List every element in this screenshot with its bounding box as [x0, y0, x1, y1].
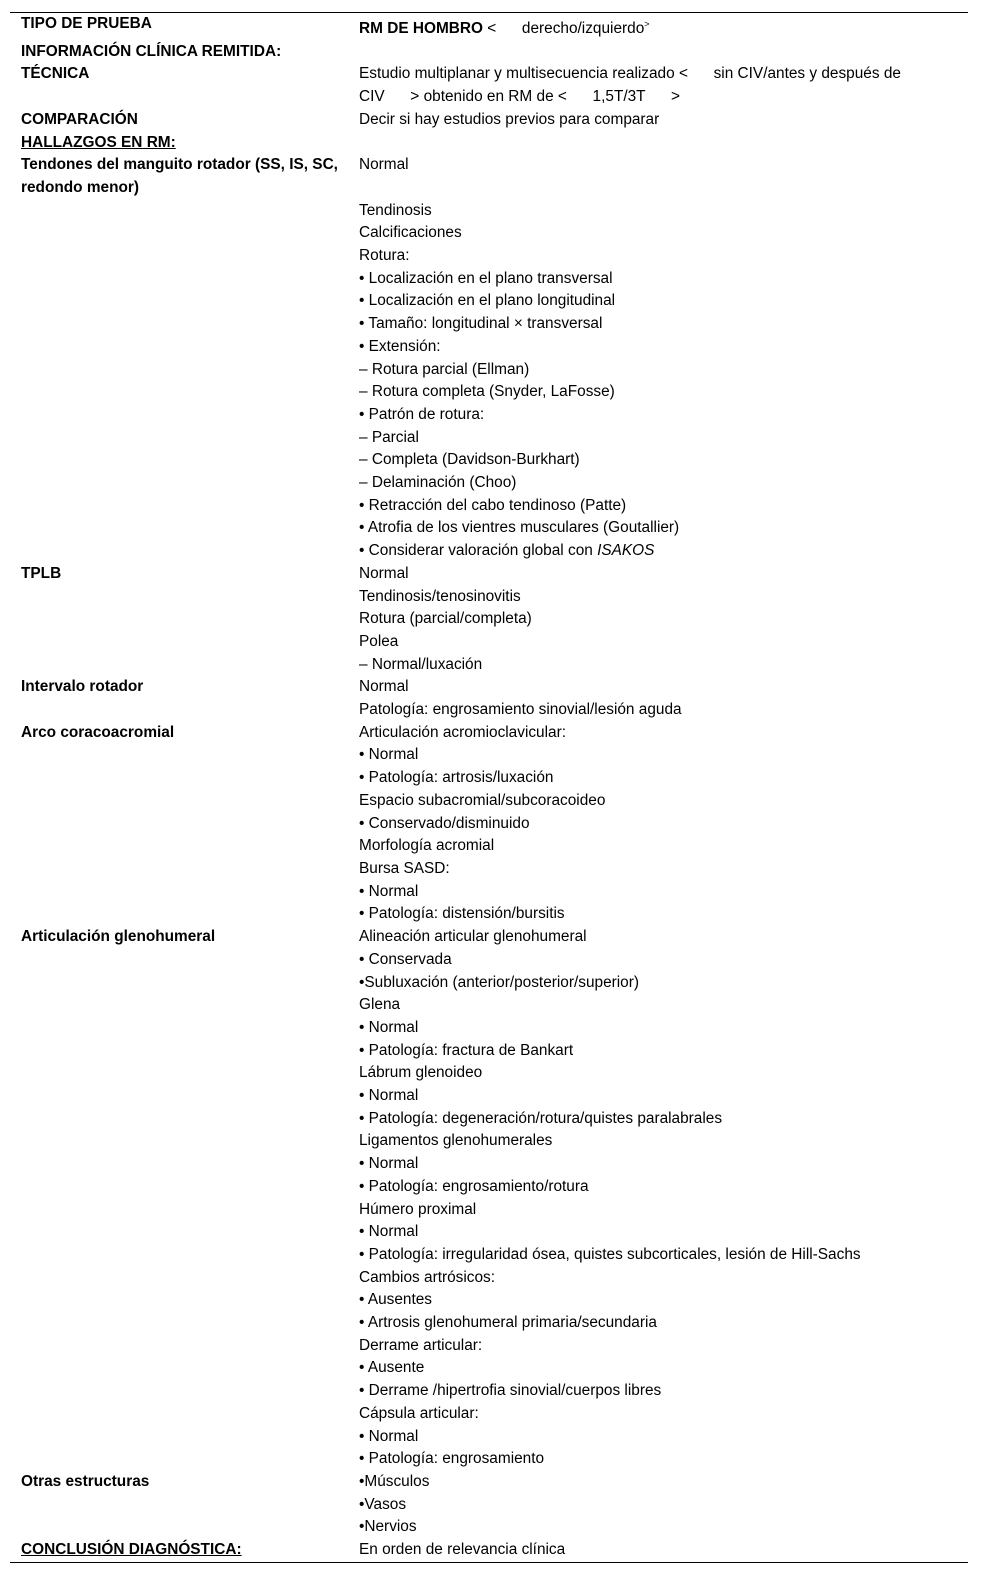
list-item: Tendinosis: [359, 201, 432, 219]
list-item: • Tamaño: longitudinal × transversal: [359, 315, 603, 333]
list-item: – Parcial: [359, 428, 419, 446]
value-arco-coracoacromial: [359, 722, 968, 926]
row-otras-estructuras: [10, 1471, 968, 1539]
list-item: • Retracción del cabo tendinoso (Patte): [359, 496, 627, 514]
list-item: Bursa SASD:: [359, 860, 450, 877]
list-item: • Normal: [359, 1223, 419, 1241]
list-item: • Extensión:: [359, 337, 441, 355]
manguito-items: [359, 200, 948, 541]
manguito-first: Normal: [359, 156, 409, 174]
value-manguito-rotador: [359, 154, 968, 563]
list-item: •Nervios: [359, 1518, 417, 1536]
list-item: • Patrón de rotura:: [359, 405, 485, 423]
value-otras-estructuras: [359, 1471, 968, 1539]
list-item: Glena: [359, 996, 401, 1014]
value-tipo-prueba: [359, 13, 968, 41]
row-tecnica: [10, 63, 968, 108]
list-item: •Músculos: [359, 1472, 430, 1490]
value-info-clinica: [359, 41, 968, 64]
list-item: – Rotura parcial (Ellman): [359, 360, 530, 378]
list-item: • Localización en el plano longitudinal: [359, 292, 616, 310]
list-item: • Normal: [359, 1427, 419, 1445]
list-item: Lábrum glenoideo: [359, 1064, 483, 1082]
list-item: – Normal/luxación: [359, 655, 483, 673]
report-template-table: [10, 12, 968, 1563]
row-tplb: [10, 563, 968, 677]
list-item: Húmero proximal: [359, 1200, 477, 1218]
list-item: Calcificaciones: [359, 224, 462, 242]
label-tplb: TPLB: [21, 564, 62, 582]
label-comparacion: COMPARACIÓN: [21, 110, 138, 128]
list-item: • Patología: distensión/bursitis: [359, 905, 565, 923]
label-tipo-prueba: TIPO DE PRUEBA: [21, 15, 152, 32]
list-item: Polea: [359, 632, 399, 650]
list-item: • Normal: [359, 882, 419, 900]
list-item: Articulación acromioclavicular:: [359, 723, 566, 741]
list-item: • Patología: irregularidad ósea, quistes subcorticales, lesión de Hill-Sachs: [359, 1245, 861, 1263]
value-tplb: [359, 563, 968, 677]
row-tipo-prueba: [10, 13, 968, 41]
row-intervalo-rotador: [10, 676, 968, 721]
value-tecnica: [359, 63, 968, 108]
list-item: • Patología: engrosamiento: [359, 1450, 545, 1468]
label-conclusion: CONCLUSIÓN DIAGNÓSTICA:: [21, 1541, 242, 1559]
list-item: • Ausente: [359, 1359, 425, 1377]
manguito-last: • Considerar valoración global con ISAKOS: [359, 542, 655, 560]
list-item: • Patología: engrosamiento/rotura: [359, 1177, 589, 1195]
value-tipo-mark: ˃: [644, 19, 650, 29]
list-item: Normal: [359, 678, 409, 696]
list-item: Rotura:: [359, 247, 410, 265]
label-info-clinica: INFORMACIÓN CLÍNICA REMITIDA:: [21, 42, 282, 60]
list-item: • Normal: [359, 1155, 419, 1173]
value-intervalo-rotador: [359, 676, 968, 721]
list-item: • Artrosis glenohumeral primaria/secundaria: [359, 1314, 657, 1332]
list-item: • Ausentes: [359, 1291, 432, 1309]
list-item: Cápsula articular:: [359, 1404, 479, 1422]
list-item: • Conservado/disminuido: [359, 814, 530, 832]
list-item: Alineación articular glenohumeral: [359, 928, 587, 946]
list-item: •Subluxación (anterior/posterior/superior): [359, 973, 639, 991]
row-comparacion: [10, 109, 968, 132]
list-item: • Patología: degeneración/rotura/quistes paralabrales: [359, 1109, 723, 1127]
value-comparacion: Decir si hay estudios previos para comparar: [359, 110, 660, 128]
label-intervalo-rotador: Intervalo rotador: [21, 678, 144, 696]
list-item: • Normal: [359, 746, 419, 764]
list-item: • Conservada: [359, 950, 452, 968]
list-item: Morfología acromial: [359, 837, 495, 855]
row-info-clinica: [10, 41, 968, 64]
list-item: Espacio subacromial/subcoracoideo: [359, 791, 606, 809]
list-item: – Delaminación (Choo): [359, 474, 517, 492]
label-hallazgos: HALLAZGOS EN RM:: [21, 133, 176, 151]
label-arco-coracoacromial: Arco coracoacromial: [21, 723, 175, 741]
row-manguito-rotador: [10, 154, 968, 563]
row-arco-coracoacromial: [10, 722, 968, 926]
list-item: Normal: [359, 564, 409, 582]
list-item: Patología: engrosamiento sinovial/lesión aguda: [359, 701, 682, 719]
list-item: • Atrofia de los vientres musculares (Goutallier): [359, 519, 680, 537]
list-item: • Patología: artrosis/luxación: [359, 769, 554, 787]
value-tipo-rest: < derecho/izquierdo: [482, 20, 645, 37]
list-item: Rotura (parcial/completa): [359, 610, 532, 628]
list-item: • Patología: fractura de Bankart: [359, 1041, 574, 1059]
list-item: •Vasos: [359, 1495, 407, 1513]
list-item: Cambios artrósicos:: [359, 1268, 495, 1286]
value-conclusion: En orden de relevancia clínica: [359, 1541, 566, 1559]
label-otras-estructuras: Otras estructuras: [21, 1472, 150, 1490]
list-item: • Localización en el plano transversal: [359, 269, 613, 287]
row-articulacion-glenohumeral: [10, 926, 968, 1471]
list-item: – Completa (Davidson-Burkhart): [359, 451, 580, 469]
list-item: Ligamentos glenohumerales: [359, 1132, 553, 1150]
row-conclusion: [10, 1539, 968, 1562]
label-articulacion-glenohumeral: Articulación glenohumeral: [21, 928, 216, 946]
tecnica-line-1: Estudio multiplanar y multisecuencia realizado < sin CIV/antes y después de: [359, 65, 901, 83]
row-hallazgos: [10, 132, 968, 155]
value-tipo-bold: RM DE HOMBRO: [359, 20, 483, 37]
list-item: – Rotura completa (Snyder, LaFosse): [359, 383, 615, 401]
list-item: Derrame articular:: [359, 1336, 483, 1354]
label-manguito-rotador: Tendones del manguito rotador (SS, IS, SC, redondo menor): [21, 156, 338, 196]
tecnica-line-2: CIV > obtenido en RM de < 1,5T/3T >: [359, 88, 680, 106]
list-item: • Derrame /hipertrofia sinovial/cuerpos libres: [359, 1382, 662, 1400]
list-item: • Normal: [359, 1087, 419, 1105]
list-item: • Normal: [359, 1018, 419, 1036]
list-item: Tendinosis/tenosinovitis: [359, 587, 521, 605]
label-tecnica: TÉCNICA: [21, 65, 90, 83]
value-articulacion-glenohumeral: [359, 926, 968, 1471]
